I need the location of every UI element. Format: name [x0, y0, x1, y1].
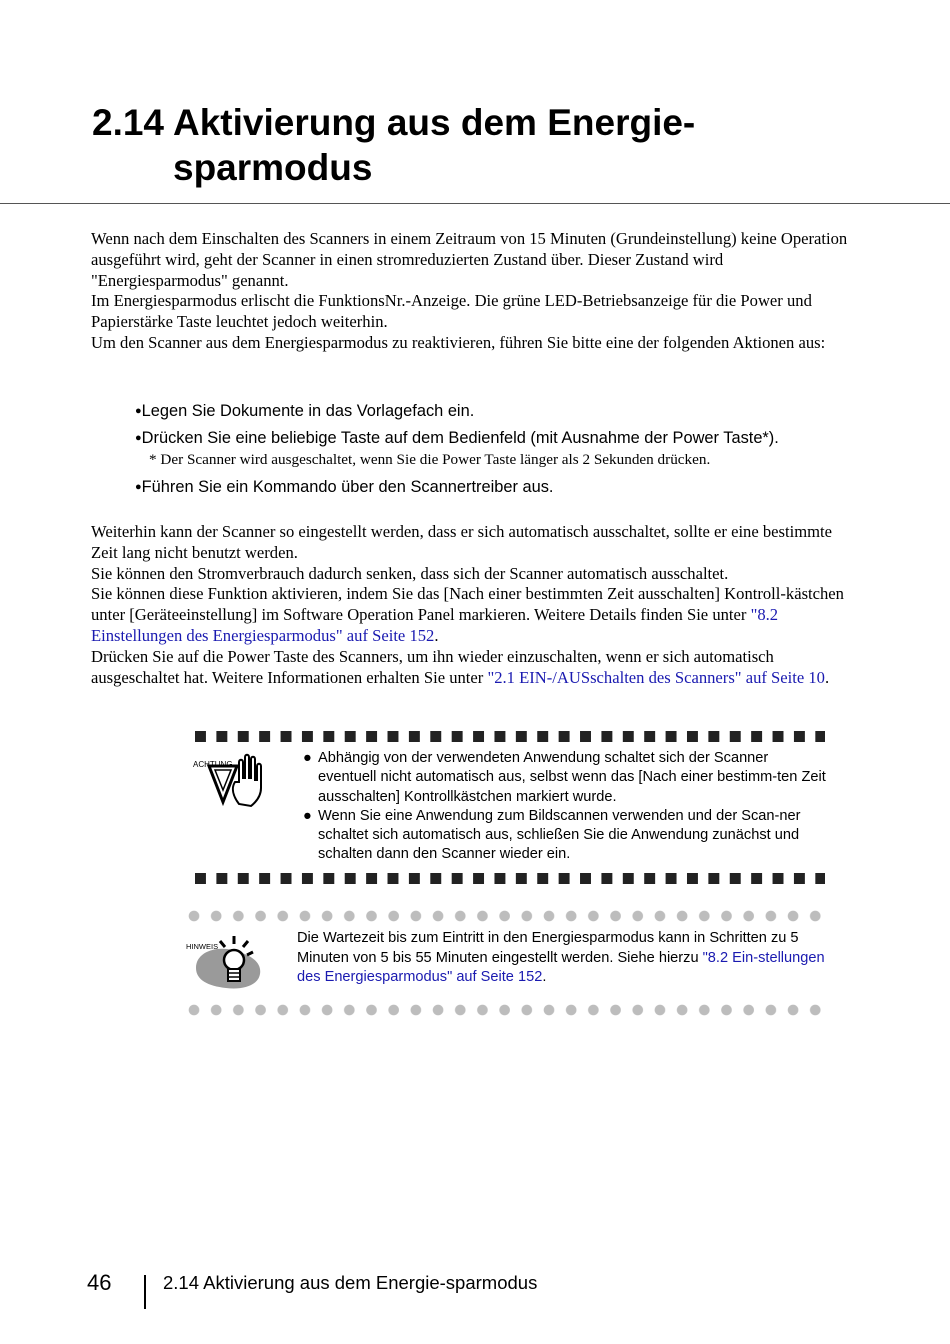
hint-label: HINWEIS [186, 942, 219, 951]
intro-text-2: Im Energiesparmodus erlischt die FunktionsNr.-Anzeige. Die grüne LED-Betriebsanzeige für die Power und Papierstärke Taste leuchtet jedoch weiterhin. [91, 291, 812, 332]
footer-divider [144, 1275, 146, 1309]
auto-off-text-3: Sie können diese Funktion aktivieren, indem Sie das [Nach einer bestimmten Zeit ausschalten] Kontroll-kästchen unter [Geräteeinstellung] im Software Operation Panel markieren. Weitere Details finden Sie unter "8.2 Einstellungen des Energiesparmodus" auf Seite 152. [91, 584, 844, 645]
link-power-on-off[interactable]: "2.1 EIN-/AUSschalten des Scanners" auf Seite 10 [487, 667, 825, 687]
action-list [135, 400, 855, 498]
section-number: 2.14 [92, 102, 165, 143]
footer-section-title: 2.14 Aktivierung aus dem Energie-sparmodus [163, 1272, 538, 1293]
bullet-icon: ● [135, 405, 142, 417]
footnote: * Der Scanner wird ausgeschaltet, wenn Sie die Power Taste länger als 2 Sekunden drücken. [149, 451, 711, 468]
page-number: 46 [87, 1270, 112, 1295]
intro-text-1: Wenn nach dem Einschalten des Scanners in einem Zeitraum von 15 Minuten (Grundeinstellung) keine Operation ausgeführt wird, geht der Scanner in einen stromreduzierten Zustand über. Dieser Zustand wird "Energiesparmodus" genannt. [91, 229, 848, 290]
hint-border-bottom [188, 1004, 831, 1016]
bullet-icon: ● [135, 432, 142, 444]
list-item: ● Wenn Sie eine Anwendung zum Bildscannen verwenden und der Scan-ner schaltet sich automatisch aus, schließen Sie die Anwendung zunächst und schalten dann den Scanner wieder ein. [303, 807, 801, 863]
bullet-icon: ● [303, 750, 312, 766]
auto-off-text-1: Weiterhin kann der Scanner so eingestellt werden, dass er sich automatisch ausschaltet, sollte er eine bestimmte Zeit lang nicht benutzt werden. [91, 522, 832, 562]
title-line-1: Aktivierung aus dem Energie- [173, 102, 696, 143]
list-item: ●Drücken Sie eine beliebige Taste auf dem Bedienfeld (mit Ausnahme der Power Taste*). [135, 429, 779, 447]
link-energy-settings-hint[interactable]: "8.2 Ein-stellungen des Energiesparmodus" auf Seite 152 [297, 949, 825, 985]
hint-text: Die Wartezeit bis zum Eintritt in den Energiesparmodus kann in Schritten zu 5 Minuten von 5 bis 55 Minuten eingestellt werden. Siehe hierzu "8.2 Ein-stellungen des Energiesparmodus" auf Seite 152. [297, 930, 825, 985]
intro-paragraph [91, 229, 851, 354]
title-divider [0, 203, 950, 204]
list-item: ● Abhängig von der verwendeten Anwendung schaltet sich der Scanner eventuell nicht automatisch aus, selbst wenn das [Nach einer bestimm-ten Zeit ausschalten] Kontrollkästchen markiert wurde. [303, 750, 826, 805]
caution-list [303, 749, 828, 865]
title-line-2: sparmodus [173, 147, 373, 188]
link-energy-settings[interactable]: "8.2 Einstellungen des Energiesparmodus" auf Seite 152 [91, 605, 779, 645]
list-item: ●Legen Sie Dokumente in das Vorlagefach ein. [135, 402, 475, 420]
bullet-icon: ● [303, 807, 312, 824]
caution-label: ACHTUNG [193, 760, 233, 769]
list-item: ●Führen Sie ein Kommando über den Scannertreiber aus. [135, 478, 554, 496]
caution-border-bottom [195, 873, 825, 884]
auto-off-text-4: Drücken Sie auf die Power Taste des Scanners, um ihn wieder einzuschalten, wenn er sich automatisch ausgeschaltet hat. Weitere Informationen erhalten Sie unter "2.1 EIN-/AUSschalten des Scanners" auf Seite 10. [91, 646, 830, 687]
auto-off-paragraph [91, 522, 851, 688]
intro-text-3: Um den Scanner aus dem Energiesparmodus zu reaktivieren, führen Sie bitte eine der folgenden Aktionen aus: [91, 332, 826, 352]
hint-border-top [188, 910, 831, 922]
caution-border-top [195, 731, 825, 742]
bullet-icon: ● [135, 481, 142, 493]
auto-off-text-2: Sie können den Stromverbrauch dadurch senken, dass sich der Scanner automatisch ausschaltet. [91, 563, 729, 583]
